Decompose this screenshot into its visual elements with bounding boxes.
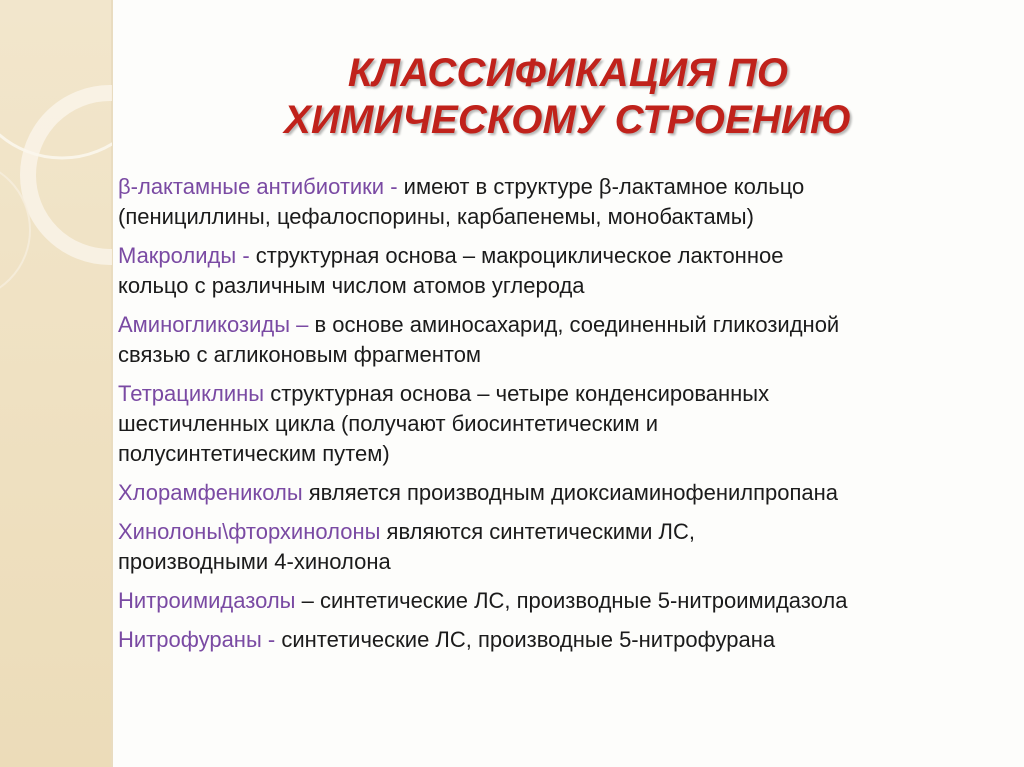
title-line-1: КЛАССИФИКАЦИЯ ПО [347, 51, 789, 95]
list-item-tetracyclines [118, 379, 1018, 469]
list-item-quinolones [118, 517, 1018, 577]
description-line: является производным диоксиаминофенилпропана [308, 480, 839, 505]
list-item-nitroimidazoles [118, 586, 1018, 616]
description-line: связью с агликоновым фрагментом [118, 342, 482, 367]
term: Тетрациклины [118, 381, 265, 406]
term: Хинолоны\фторхинолоны [118, 519, 381, 544]
description-line: (пенициллины, цефалоспорины, карбапенемы, монобактамы) [118, 204, 754, 229]
term: Нитрофураны [118, 627, 262, 652]
term: β-лактамные антибиотики [118, 174, 385, 199]
term: Аминогликозиды [118, 312, 291, 337]
description-line: производными 4-хинолона [118, 549, 391, 574]
separator: - [384, 174, 404, 199]
list-item-chloramphenicols [118, 478, 1018, 508]
list-item-beta-lactams [118, 172, 1018, 232]
description-line: структурная основа – четыре конденсированных [270, 381, 770, 406]
separator: - [236, 243, 256, 268]
description-line: структурная основа – макроциклическое лактонное [255, 243, 784, 268]
list-item-macrolides [118, 241, 1018, 301]
description-line: имеют в структуре β-лактамное кольцо [403, 174, 805, 199]
term: Макролиды [118, 243, 237, 268]
list-item-aminoglycosides [118, 310, 1018, 370]
description-line: шестичленных цикла (получают биосинтетическим и [118, 411, 659, 436]
separator: – [290, 312, 315, 337]
term: Нитроимидазолы [118, 588, 296, 613]
separator: – [295, 588, 320, 613]
separator: - [261, 627, 282, 652]
term: Хлорамфениколы [118, 480, 303, 505]
list-item-nitrofurans [118, 625, 1018, 655]
classification-list [118, 172, 1018, 655]
description-line: кольцо с различным числом атомов углерода [118, 273, 585, 298]
slide-title [112, 50, 1024, 144]
description-line: полусинтетическим путем) [118, 441, 390, 466]
title-line-2: ХИМИЧЕСКОМУ СТРОЕНИЮ [284, 98, 852, 142]
description-line: являются синтетическими ЛС, [386, 519, 695, 544]
decorative-rings [0, 0, 112, 767]
description-line: синтетические ЛС, производные 5-нитроимидазола [319, 588, 848, 613]
description-line: синтетические ЛС, производные 5-нитрофурана [281, 627, 776, 652]
description-line: в основе аминосахарид, соединенный гликозидной [314, 312, 840, 337]
